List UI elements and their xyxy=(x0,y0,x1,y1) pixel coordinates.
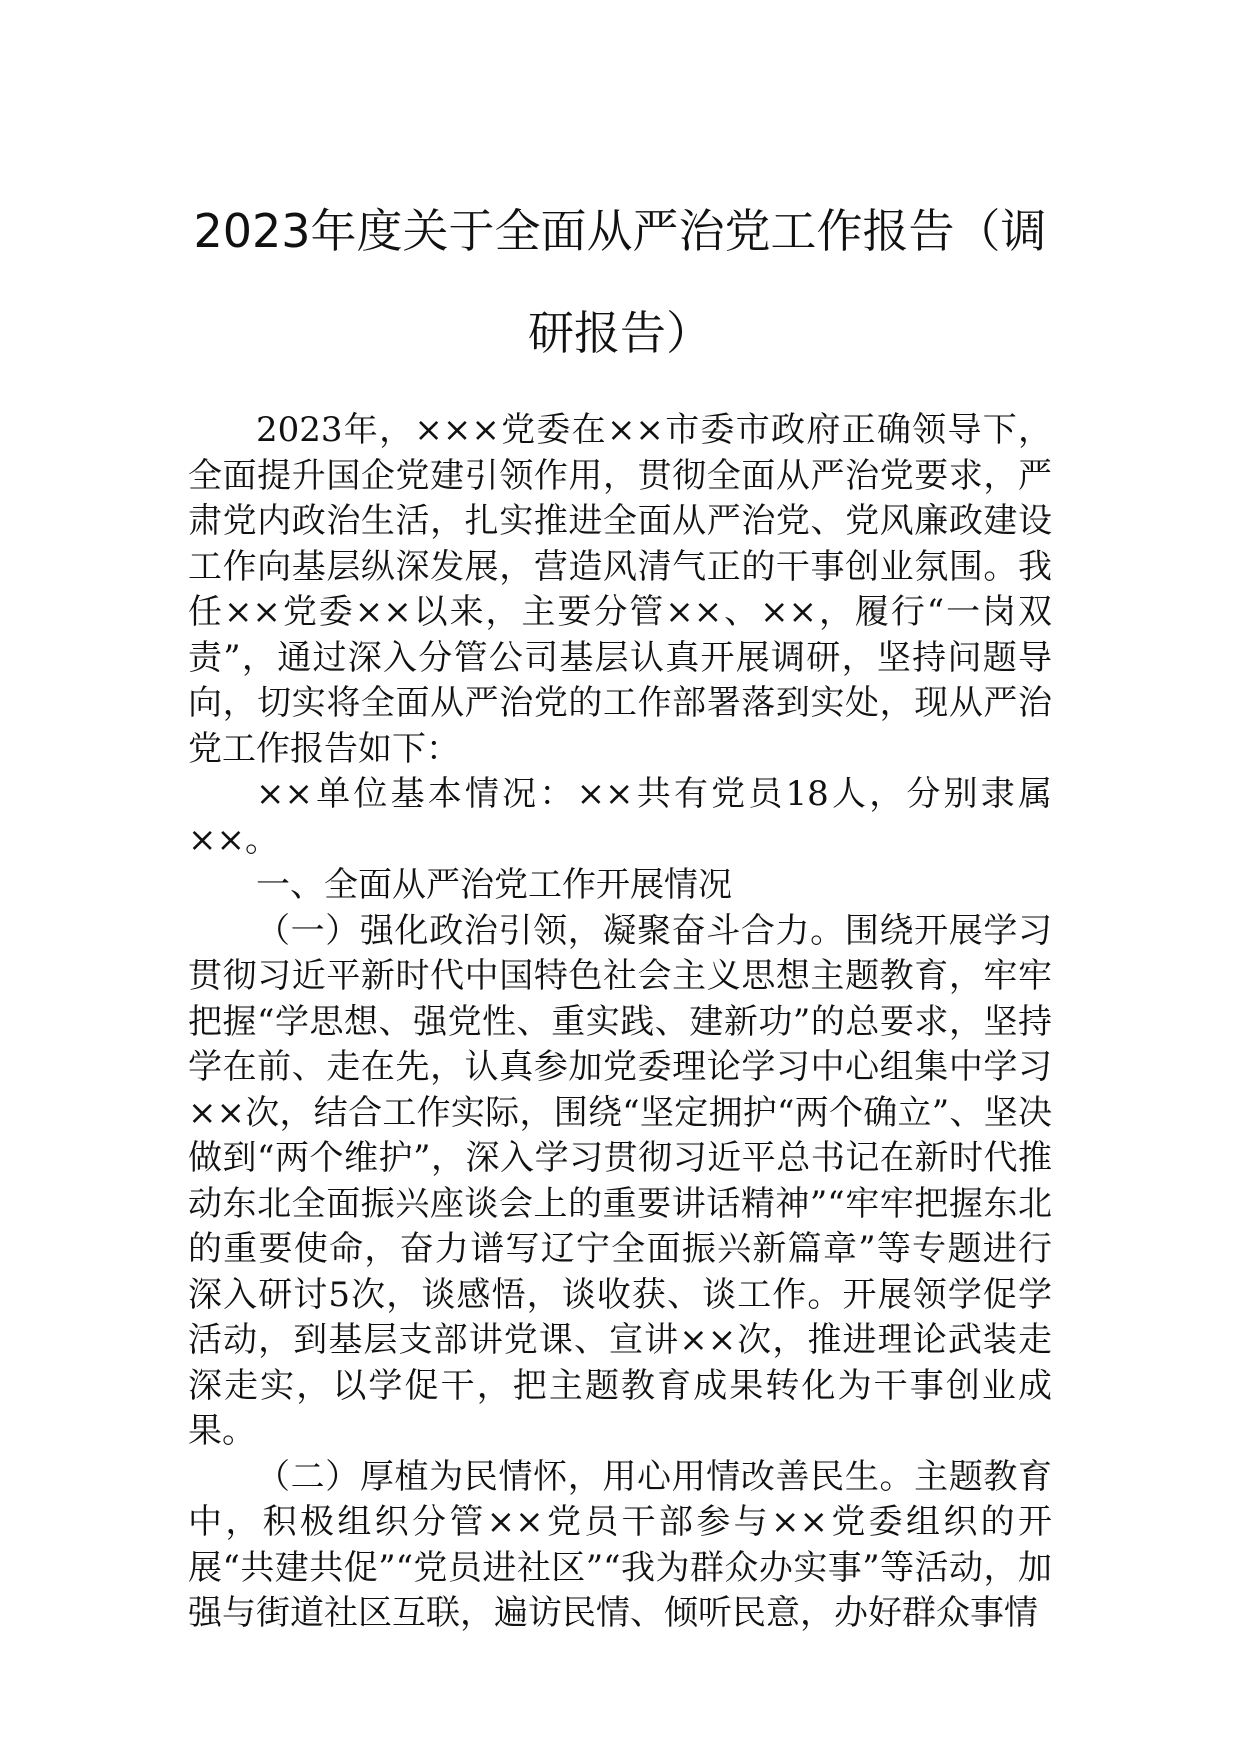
section-heading: 一、全面从严治党工作开展情况 xyxy=(256,865,732,905)
document-body xyxy=(188,408,1052,1637)
intro-paragraph: 2023年，×××党委在××市委市政府正确领导下，全面提升国企党建引领作用，贯彻全面从严治党要求，严肃党内政治生活，扎实推进全面从严治党、党风廉政建设工作向基层纵深发展，营造风清气正的干事创业氛围。我任××党委××以来，主要分管××、××，履行“一岗双责”，通过深入分管公司基层认真开展调研，坚持问题导向，切实将全面从严治党的工作部署落到实处，现从严治党工作报告如下： xyxy=(188,410,1052,769)
subsection-paragraph-1: （一）强化政治引领，凝聚奋斗合力。围绕开展学习贯彻习近平新时代中国特色社会主义思想主题教育，牢牢把握“学思想、强党性、重实践、建新功”的总要求，坚持学在前、走在先，认真参加党委理论学习中心组集中学习××次，结合工作实际，围绕“坚定拥护“两个确立”、坚决做到“两个维护”，深入学习贯彻习近平总书记在新时代推动东北全面振兴座谈会上的重要讲话精神”“牢牢把握东北的重要使命，奋力谱写辽宁全面振兴新篇章”等专题进行深入研讨5次，谈感悟，谈收获、谈工作。开展领学促学活动，到基层支部讲党课、宣讲××次，推进理论武装走深走实，以学促干，把主题教育成果转化为干事创业成果。 xyxy=(188,910,1052,1451)
unit-info-paragraph: ××单位基本情况：××共有党员18人，分别隶属××。 xyxy=(188,774,1052,860)
document-title xyxy=(170,180,1070,384)
document-title-line-2: 研报告） xyxy=(528,306,712,360)
subsection-paragraph-2: （二）厚植为民情怀，用心用情改善民生。主题教育中，积极组织分管××党员干部参与××党委组织的开展“共建共促”“党员进社区”“我为群众办实事”等活动，加强与街道社区互联，遍访民情、倾听民意，办好群众事情 xyxy=(188,1456,1052,1633)
document-title-line-1: 2023年度关于全面从严治党工作报告（调 xyxy=(193,204,1047,258)
